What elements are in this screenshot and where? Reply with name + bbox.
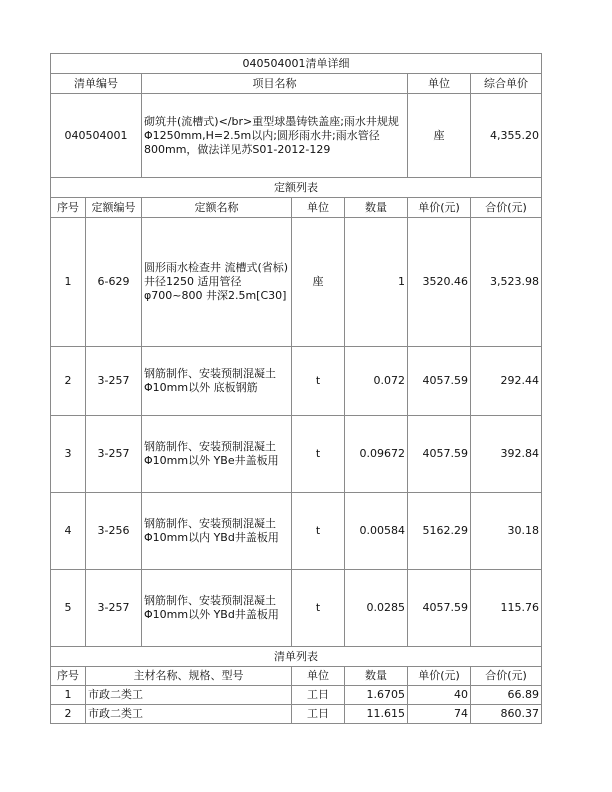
quota-unit: t	[292, 416, 345, 493]
quota-price: 3520.46	[408, 218, 471, 347]
quota-qty: 0.00584	[345, 493, 408, 570]
quota-total-header: 合价(元)	[471, 198, 542, 218]
quota-name: 钢筋制作、安装预制混凝土Φ10mm以外 YBd井盖板用	[142, 570, 292, 647]
material-unit: 工日	[292, 705, 345, 724]
material-price-header: 单价(元)	[408, 667, 471, 686]
quota-seq-header: 序号	[51, 198, 86, 218]
quota-unit: t	[292, 347, 345, 416]
material-section-title: 清单列表	[51, 647, 542, 667]
quota-total: 292.44	[471, 347, 542, 416]
quota-row	[51, 493, 542, 570]
bill-row	[51, 94, 542, 178]
material-row	[51, 686, 542, 705]
material-name: 市政二类工	[86, 705, 292, 724]
quota-seq: 3	[51, 416, 86, 493]
material-row	[51, 705, 542, 724]
quota-row	[51, 218, 542, 347]
quota-section-title: 定额列表	[51, 178, 542, 198]
quota-name: 钢筋制作、安装预制混凝土Φ10mm以内 YBd井盖板用	[142, 493, 292, 570]
material-name: 市政二类工	[86, 686, 292, 705]
quota-row	[51, 416, 542, 493]
quota-row	[51, 570, 542, 647]
material-total: 860.37	[471, 705, 542, 724]
quota-qty: 0.072	[345, 347, 408, 416]
material-seq: 2	[51, 705, 86, 724]
material-header-row	[51, 667, 542, 686]
material-total-header: 合价(元)	[471, 667, 542, 686]
bill-code: 040504001	[51, 94, 142, 178]
material-qty-header: 数量	[345, 667, 408, 686]
quota-code: 3-256	[86, 493, 142, 570]
quota-unit-header: 单位	[292, 198, 345, 218]
quota-total: 392.84	[471, 416, 542, 493]
quota-price: 4057.59	[408, 416, 471, 493]
quota-code-header: 定额编号	[86, 198, 142, 218]
bill-unit-header: 单位	[408, 74, 471, 94]
quota-total: 115.76	[471, 570, 542, 647]
quota-price-header: 单价(元)	[408, 198, 471, 218]
quota-seq: 2	[51, 347, 86, 416]
quota-total: 3,523.98	[471, 218, 542, 347]
bill-price-header: 综合单价	[471, 74, 542, 94]
quota-qty: 0.09672	[345, 416, 408, 493]
quota-seq: 4	[51, 493, 86, 570]
material-seq: 1	[51, 686, 86, 705]
material-name-header: 主材名称、规格、型号	[86, 667, 292, 686]
quota-unit: 座	[292, 218, 345, 347]
bill-detail-table	[50, 53, 542, 724]
quota-qty-header: 数量	[345, 198, 408, 218]
quota-code: 3-257	[86, 347, 142, 416]
bill-name-header: 项目名称	[142, 74, 408, 94]
quota-name-header: 定额名称	[142, 198, 292, 218]
quota-price: 5162.29	[408, 493, 471, 570]
material-price: 74	[408, 705, 471, 724]
material-seq-header: 序号	[51, 667, 86, 686]
sheet-title: 040504001清单详细	[51, 54, 542, 74]
quota-price: 4057.59	[408, 347, 471, 416]
quota-row	[51, 347, 542, 416]
quota-name: 钢筋制作、安装预制混凝土Φ10mm以外 YBe井盖板用	[142, 416, 292, 493]
quota-qty: 0.0285	[345, 570, 408, 647]
material-price: 40	[408, 686, 471, 705]
quota-unit: t	[292, 570, 345, 647]
bill-name: 砌筑井(流槽式)</br>重型球墨铸铁盖座;雨水井规规Φ1250mm,H=2.5m以内;圆形雨水井;雨水管径800mm，做法详见苏S01-2012-129	[142, 94, 408, 178]
bill-header-row	[51, 74, 542, 94]
bill-price: 4,355.20	[471, 94, 542, 178]
bill-unit: 座	[408, 94, 471, 178]
material-unit-header: 单位	[292, 667, 345, 686]
material-total: 66.89	[471, 686, 542, 705]
quota-name: 钢筋制作、安装预制混凝土Φ10mm以外 底板钢筋	[142, 347, 292, 416]
quota-seq: 5	[51, 570, 86, 647]
quota-name: 圆形雨水检查井 流槽式(省标)井径1250 适用管径φ700~800 井深2.5m[C30]	[142, 218, 292, 347]
quota-seq: 1	[51, 218, 86, 347]
quota-total: 30.18	[471, 493, 542, 570]
material-unit: 工日	[292, 686, 345, 705]
quota-code: 3-257	[86, 416, 142, 493]
quota-price: 4057.59	[408, 570, 471, 647]
quota-code: 3-257	[86, 570, 142, 647]
material-qty: 11.615	[345, 705, 408, 724]
bill-detail-sheet	[50, 53, 541, 724]
bill-code-header: 清单编号	[51, 74, 142, 94]
quota-code: 6-629	[86, 218, 142, 347]
material-qty: 1.6705	[345, 686, 408, 705]
quota-qty: 1	[345, 218, 408, 347]
quota-header-row	[51, 198, 542, 218]
quota-unit: t	[292, 493, 345, 570]
